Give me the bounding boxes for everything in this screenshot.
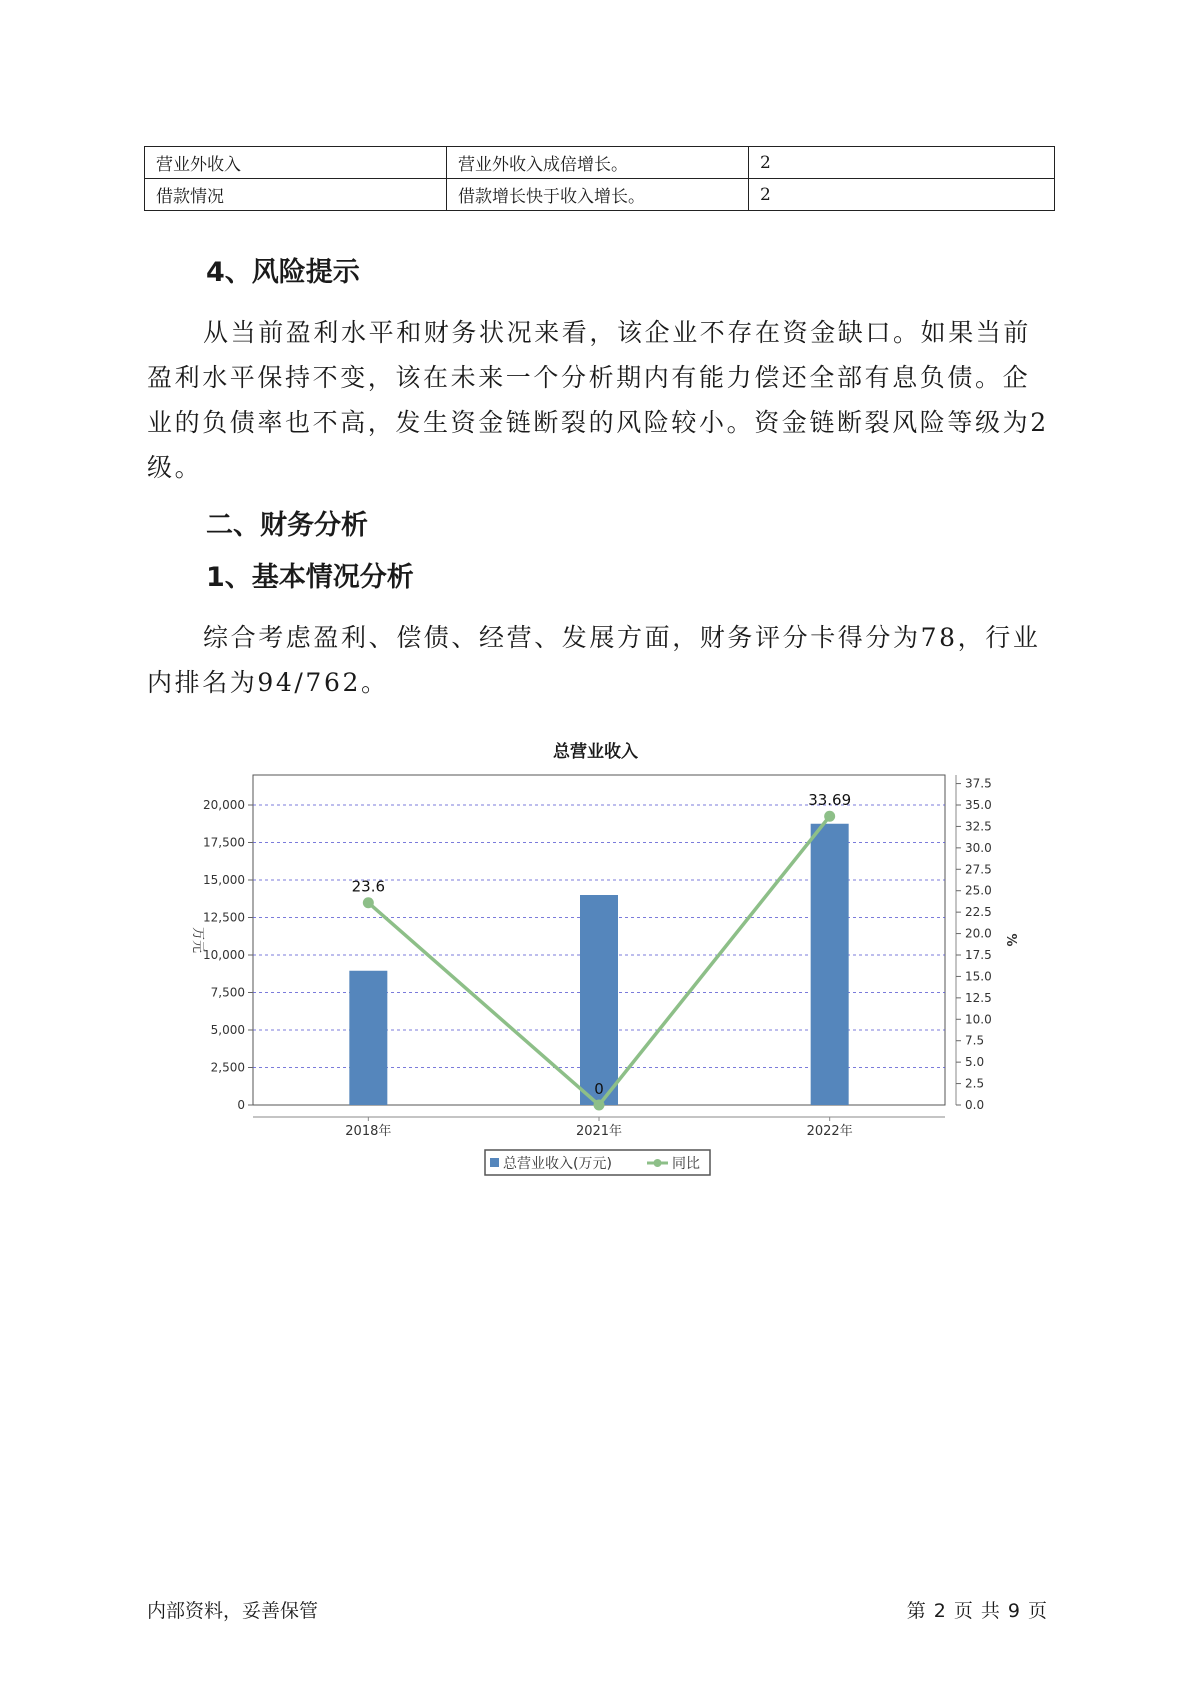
line-point: [594, 1100, 605, 1111]
y-tick-label: 0: [237, 1098, 245, 1112]
bar: [811, 824, 849, 1105]
x-tick-label: 2018年: [345, 1124, 392, 1139]
y-tick-label: 12,500: [203, 910, 245, 925]
y-tick-label: 17,500: [203, 835, 245, 850]
y-tick-label: 5,000: [210, 1023, 245, 1037]
y2-tick-label: 37.5: [965, 776, 992, 791]
y2-tick-label: 20.0: [965, 926, 992, 941]
line-point: [363, 897, 374, 908]
y2-tick-label: 2.5: [965, 1076, 985, 1091]
data-label: 33.69: [808, 791, 852, 810]
legend-bar-swatch: [490, 1158, 499, 1167]
page-mid: 页: [953, 1600, 973, 1622]
legend-bar-label: 总营业收入(万元): [503, 1156, 612, 1172]
y2-tick-label: 10.0: [965, 1012, 992, 1027]
section-heading: 二、财务分析: [206, 510, 368, 541]
y-axis-label: 万元: [190, 926, 205, 954]
y2-tick-label: 15.0: [965, 969, 992, 984]
y2-tick-label: 25.0: [965, 883, 992, 898]
paragraph: 从当前盈利水平和财务状况来看，该企业不存在资金缺口。如果当前盈利水平保持不变，该在未来一个分析期内有能力偿还全部有息负债。企业的负债率也不高，发生资金链断裂的风险较小。资金链断裂风险等级为2级。: [147, 318, 1049, 482]
y2-tick-label: 7.5: [965, 1033, 985, 1048]
y-tick-label: 2,500: [210, 1060, 245, 1075]
x-tick-label: 2022年: [806, 1124, 853, 1139]
chart-legend: [485, 1150, 710, 1175]
y2-tick-label: 35.0: [965, 798, 992, 812]
y2-tick-label: 5.0: [965, 1055, 985, 1070]
total-suffix: 页: [1027, 1600, 1047, 1622]
table-cell: 营业外收入成倍增长。: [447, 147, 749, 179]
x-tick-label: 2021年: [575, 1124, 623, 1139]
y-tick-label: 15,000: [203, 873, 245, 887]
page-number: [907, 1596, 1055, 1623]
section-heading: 4、风险提示: [206, 257, 360, 288]
line-point: [824, 811, 835, 822]
y-tick-label: 7,500: [210, 985, 245, 1000]
y2-tick-label: 30.0: [965, 840, 992, 855]
y2-tick-label: 12.5: [965, 990, 992, 1005]
y-tick-label: 20,000: [203, 798, 245, 812]
table-cell: 营业外收入: [145, 147, 447, 179]
y2-tick-label: 17.5: [965, 948, 992, 962]
bar: [349, 971, 387, 1105]
total-prefix: 共: [980, 1600, 1000, 1622]
sub-heading: 1、基本情况分析: [206, 562, 414, 593]
data-label: 0: [594, 1080, 604, 1098]
footer-confidential: 内部资料，妥善保管: [147, 1600, 319, 1622]
table-cell: 2: [749, 179, 1055, 211]
table-cell: 2: [749, 147, 1055, 179]
legend-line-label: 同比: [672, 1156, 700, 1172]
y2-tick-label: 27.5: [965, 862, 992, 877]
y2-axis-label: %: [1003, 933, 1018, 947]
y2-tick-label: 0.0: [965, 1098, 985, 1112]
data-label: 23.6: [351, 877, 386, 896]
page-current: 2: [933, 1600, 946, 1622]
bar: [580, 895, 618, 1105]
y2-tick-label: 32.5: [965, 819, 992, 834]
legend-line-marker: [654, 1159, 662, 1167]
paragraph: 综合考虑盈利、偿债、经营、发展方面，财务评分卡得分为78，行业内排名为94/762。: [147, 623, 1041, 697]
y-tick-label: 10,000: [203, 948, 245, 962]
table-cell: 借款增长快于收入增长。: [447, 179, 749, 211]
page-total: 9: [1007, 1600, 1020, 1622]
page-prefix: 第: [906, 1600, 926, 1622]
y2-tick-label: 22.5: [965, 905, 992, 920]
table-cell: 借款情况: [145, 179, 447, 211]
chart-title: 总营业收入: [553, 742, 638, 762]
